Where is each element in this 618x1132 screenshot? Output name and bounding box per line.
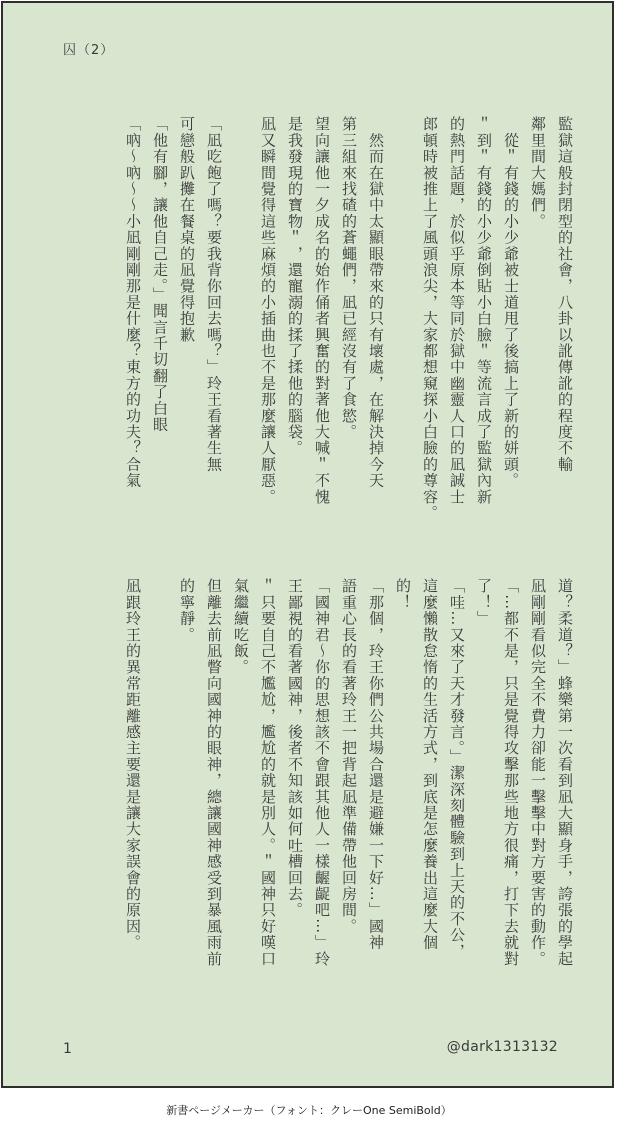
text-column: 第三組來找碴的蒼蠅們，凪已經沒有了食慾。 — [340, 116, 358, 440]
text-column: 是我發現的寶物＂，還寵溺的揉了揉他的腦袋。 — [286, 116, 304, 457]
text-column: 從＂有錢的小少爺被士道甩了後搞上了新的姘頭。 — [502, 116, 520, 489]
text-column: 但離去前凪瞥向國神的眼神，總讓國神感受到暴風雨前 — [205, 578, 223, 967]
text-column: 的寧靜。 — [178, 578, 196, 643]
blank-column — [148, 578, 171, 1008]
text-column: 「…都不是，只是覺得攻擊那些地方很痛，打下去就對 — [502, 578, 520, 967]
text-column: 凪剛剛看似完全不費力卻能一擊擊中對方要害的動作。 — [529, 578, 547, 967]
text-column: 語重心長的看著玲王一把背起凪準備帶他回房間。 — [340, 578, 358, 935]
text-column: ＂到＂有錢的小少爺倒貼小白臉＂等流言成了監獄內新 — [475, 116, 493, 505]
text-column: 「那個，玲王你們公共場合還是避嫌一下好…」國神 — [367, 578, 385, 951]
top-text-block — [121, 116, 576, 546]
text-column: 「他有腳，讓他自己走。」聞言千切翻了白眼 — [151, 116, 169, 433]
blank-column — [391, 116, 414, 546]
text-column: 望向讓他一夕成名的始作俑者興奮的對著他大喊＂不愧 — [313, 116, 331, 505]
text-column: 了！」 — [475, 578, 493, 627]
text-column: 可戀般趴攤在餐桌的凪覺得抱歉 — [178, 116, 196, 343]
text-column: 道？柔道？」蜂樂第一次看到凪大顯身手，誇張的學起 — [556, 578, 574, 967]
text-column: 凪又瞬間覺得這些麻煩的小插曲也不是那麼讓人厭惡。 — [259, 116, 277, 505]
text-column: 監獄這般封閉型的社會，八卦以訛傳訛的程度不輸 — [556, 116, 574, 473]
text-column: 然而在獄中太顯眼帶來的只有壞處，在解決掉今天 — [367, 116, 385, 489]
bottom-text-block — [121, 578, 576, 1008]
page-number: 1 — [63, 1041, 72, 1057]
novel-page — [1, 1, 614, 1088]
text-column: 鄰里間大媽們。 — [529, 116, 547, 230]
chapter-header: 囚（2） — [63, 43, 115, 58]
text-column: 氣繼續吃飯。 — [232, 578, 250, 676]
text-column: 凪跟玲王的異常距離感主要還是讓大家誤會的原因。 — [124, 578, 142, 951]
text-column: 的！ — [394, 578, 412, 611]
text-column: 「凪吃飽了嗎？要我背你回去嗎？」玲王看著生無 — [205, 116, 223, 473]
text-column: 「國神君～你的思想該不會跟其他人一樣齷齪吧…」玲 — [313, 578, 331, 967]
text-column: ＂只要自己不尷尬，尷尬的就是別人。＂國神只好嘆口 — [259, 578, 277, 967]
author-handle: @dark1313132 — [446, 1039, 558, 1055]
text-column: 王鄙視的看著國神，後者不知該如何吐槽回去。 — [286, 578, 304, 919]
text-column: 這麼懶散怠惰的生活方式，到底是怎麼養出這麼大個 — [421, 578, 439, 951]
generator-credit: 新書ページメーカー（フォント：クレーOne SemiBold） — [166, 1104, 452, 1117]
blank-column — [229, 116, 252, 546]
text-column: 「哇…又來了天才發言。」潔深刻體驗到上天的不公， — [448, 578, 466, 960]
text-column: 「吶～吶～～小凪剛剛那是什麼？東方的功夫？合氣 — [124, 116, 142, 489]
text-column: 的熱門話題，於似乎原本等同於獄中幽靈人口的凪誠士 — [448, 116, 466, 505]
text-column: 郎頓時被推上了風頭浪尖，大家都想窺探小白臉的尊容。 — [421, 116, 439, 521]
